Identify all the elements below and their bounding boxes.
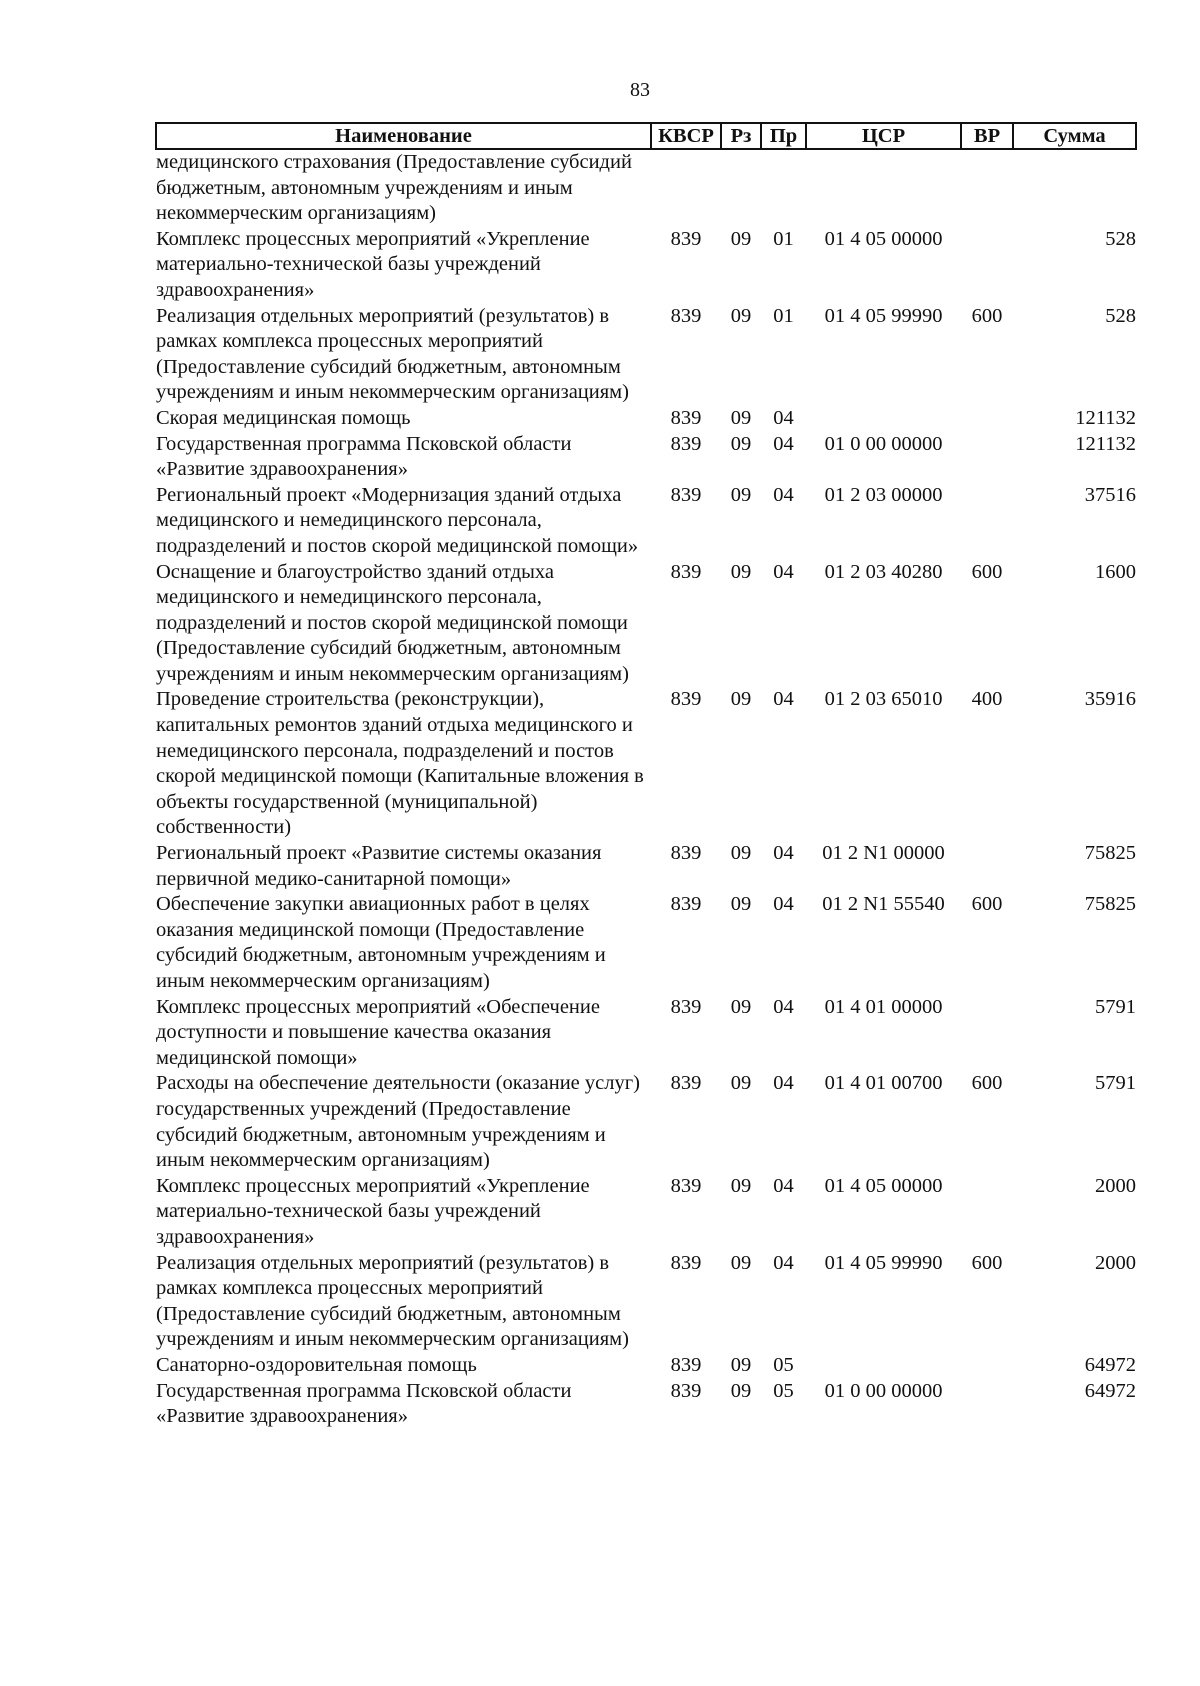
cell-kvsr: 839 — [670, 1251, 702, 1274]
cell-vr: 600 — [971, 1251, 1003, 1274]
cell-csr: 01 4 05 99990 — [824, 1251, 943, 1274]
cell-pr: 04 — [773, 688, 794, 711]
cell-rz: 09 — [730, 304, 752, 327]
header-vr: ВР — [961, 123, 1013, 149]
cell-name: Скорая медицинская помощь — [156, 406, 411, 429]
budget-table — [155, 122, 1137, 1430]
cell-pr: 04 — [773, 560, 794, 583]
cell-rz: 09 — [730, 688, 752, 711]
cell-csr: 01 4 01 00000 — [824, 995, 943, 1018]
table-row — [156, 1353, 1136, 1379]
header-kvsr: КВСР — [651, 123, 721, 149]
cell-name: Реализация отдельных мероприятий (результатов) в рамках комплекса процессных мероприятий (Предоставление субсидий бюджетным, автономным учреждениям и иным некоммерческим организациям) — [156, 1251, 629, 1351]
cell-rz: 09 — [730, 893, 752, 916]
cell-kvsr: 839 — [670, 1353, 702, 1376]
cell-sum: 75825 — [1084, 893, 1136, 916]
cell-vr: 600 — [971, 1072, 1003, 1095]
cell-pr: 05 — [773, 1379, 794, 1402]
cell-pr: 04 — [773, 406, 794, 429]
cell-csr — [806, 406, 961, 432]
cell-name: Обеспечение закупки авиационных работ в целях оказания медицинской помощи (Предоставление субсидий бюджетным, автономным учреждениям и иным некоммерческим организациям) — [156, 893, 606, 992]
cell-kvsr: 839 — [670, 1174, 702, 1197]
cell-name: Расходы на обеспечение деятельности (оказание услуг) государственных учреждений (Предоставление субсидий бюджетным, автономным учреждениям и иным некоммерческим организациям) — [156, 1072, 640, 1172]
cell-kvsr: 839 — [670, 1379, 702, 1402]
cell-vr: 600 — [971, 304, 1003, 327]
cell-name: Государственная программа Псковской области «Развитие здравоохранения» — [156, 1379, 572, 1428]
cell-sum — [1013, 149, 1136, 227]
cell-name: Региональный проект «Модернизация зданий отдыха медицинского и немедицинского персонала, подразделений и постов скорой медицинской помощи» — [156, 483, 639, 557]
cell-vr: 600 — [971, 893, 1003, 916]
cell-rz: 09 — [730, 432, 752, 455]
cell-pr: 01 — [773, 304, 794, 327]
table-row — [156, 1174, 1136, 1251]
cell-vr: 600 — [971, 560, 1003, 583]
cell-sum: 64972 — [1084, 1379, 1136, 1402]
cell-pr: 04 — [773, 1251, 794, 1274]
cell-name: Комплекс процессных мероприятий «Обеспечение доступности и повышение качества оказания медицинской помощи» — [156, 995, 600, 1069]
table-row — [156, 687, 1136, 841]
cell-rz — [721, 149, 761, 227]
cell-csr — [806, 149, 961, 227]
cell-pr: 04 — [773, 483, 794, 506]
cell-csr: 01 4 05 99990 — [824, 304, 943, 327]
header-rz: Рз — [721, 123, 761, 149]
cell-vr — [961, 1353, 1013, 1379]
cell-name: Комплекс процессных мероприятий «Укрепление материально-технической базы учреждений здравоохранения» — [156, 1174, 590, 1248]
cell-vr — [961, 995, 1013, 1072]
cell-rz: 09 — [730, 842, 752, 865]
cell-pr: 04 — [773, 432, 794, 455]
table-row — [156, 995, 1136, 1072]
cell-vr — [961, 149, 1013, 227]
cell-vr — [961, 406, 1013, 432]
table-header-row — [156, 123, 1136, 149]
table-row — [156, 304, 1136, 406]
table-row — [156, 892, 1136, 994]
cell-vr — [961, 1379, 1013, 1430]
cell-name: Региональный проект «Развитие системы оказания первичной медико-санитарной помощи» — [156, 842, 602, 890]
cell-rz: 09 — [730, 227, 752, 250]
cell-vr — [961, 1174, 1013, 1251]
cell-pr — [761, 149, 806, 227]
cell-name: Санаторно-оздоровительная помощь — [156, 1353, 477, 1376]
table-row — [156, 1071, 1136, 1173]
cell-kvsr: 839 — [670, 560, 702, 583]
cell-kvsr — [651, 149, 721, 227]
table-row — [156, 406, 1136, 432]
cell-csr: 01 4 05 00000 — [824, 227, 943, 250]
cell-vr — [961, 841, 1013, 892]
cell-kvsr: 839 — [670, 406, 702, 429]
table-row — [156, 227, 1136, 304]
cell-vr: 400 — [971, 688, 1003, 711]
table-body — [156, 149, 1136, 1430]
cell-kvsr: 839 — [670, 893, 702, 916]
cell-name: Проведение строительства (реконструкции), капитальных ремонтов зданий отдыха медицинского и немедицинского персонала, подразделений и постов скорой медицинской помощи (Капитальные вложения в объекты государственной (муниципальной) собственности) — [156, 688, 644, 839]
cell-sum: 528 — [1105, 227, 1136, 250]
cell-sum: 75825 — [1084, 842, 1136, 865]
cell-pr: 04 — [773, 1072, 794, 1095]
cell-csr: 01 2 03 40280 — [824, 560, 943, 583]
table-row — [156, 483, 1136, 560]
cell-kvsr: 839 — [670, 842, 702, 865]
table-row — [156, 841, 1136, 892]
cell-pr: 04 — [773, 995, 794, 1018]
cell-rz: 09 — [730, 1251, 752, 1274]
cell-kvsr: 839 — [670, 227, 702, 250]
header-pr: Пр — [761, 123, 806, 149]
cell-pr: 04 — [773, 1174, 794, 1197]
cell-sum: 121132 — [1075, 432, 1136, 455]
cell-kvsr: 839 — [670, 1072, 702, 1095]
cell-rz: 09 — [730, 995, 752, 1018]
cell-name: Оснащение и благоустройство зданий отдыха медицинского и немедицинского персонала, подразделений и постов скорой медицинской помощи (Предоставление субсидий бюджетным, автономным учреждениям и иным некоммерческим организациям) — [156, 560, 629, 685]
cell-sum: 5791 — [1095, 995, 1136, 1018]
cell-csr: 01 2 03 65010 — [824, 688, 943, 711]
page-number: 83 — [630, 79, 650, 101]
cell-name: Комплекс процессных мероприятий «Укрепление материально-технической базы учреждений здравоохранения» — [156, 227, 590, 301]
cell-csr: 01 2 03 00000 — [824, 483, 943, 506]
cell-csr: 01 4 05 00000 — [824, 1174, 943, 1197]
cell-kvsr: 839 — [670, 432, 702, 455]
cell-vr — [961, 227, 1013, 304]
table-row — [156, 1251, 1136, 1353]
cell-rz: 09 — [730, 483, 752, 506]
cell-vr — [961, 432, 1013, 483]
cell-pr: 01 — [773, 227, 794, 250]
cell-sum: 5791 — [1095, 1072, 1136, 1095]
cell-sum: 528 — [1105, 304, 1136, 327]
cell-rz: 09 — [730, 1379, 752, 1402]
cell-csr: 01 0 00 00000 — [824, 1379, 943, 1402]
cell-pr: 04 — [773, 842, 794, 865]
cell-sum: 37516 — [1084, 483, 1136, 506]
header-sum: Сумма — [1013, 123, 1136, 149]
cell-sum: 64972 — [1084, 1353, 1136, 1376]
cell-sum: 2000 — [1095, 1174, 1136, 1197]
header-csr: ЦСР — [806, 123, 961, 149]
cell-kvsr: 839 — [670, 304, 702, 327]
table-row — [156, 432, 1136, 483]
cell-csr: 01 0 00 00000 — [824, 432, 943, 455]
cell-rz: 09 — [730, 406, 752, 429]
cell-csr — [806, 1353, 961, 1379]
cell-kvsr: 839 — [670, 483, 702, 506]
cell-kvsr: 839 — [670, 995, 702, 1018]
cell-sum: 121132 — [1075, 406, 1136, 429]
cell-rz: 09 — [730, 1353, 752, 1376]
cell-rz: 09 — [730, 560, 752, 583]
cell-pr: 04 — [773, 893, 794, 916]
cell-csr: 01 2 N1 00000 — [822, 842, 945, 865]
cell-pr: 05 — [773, 1353, 794, 1376]
cell-name: Реализация отдельных мероприятий (результатов) в рамках комплекса процессных мероприятий (Предоставление субсидий бюджетным, автономным учреждениям и иным некоммерческим организациям) — [156, 304, 629, 404]
header-name: Наименование — [156, 123, 651, 149]
cell-kvsr: 839 — [670, 688, 702, 711]
cell-name: Государственная программа Псковской области «Развитие здравоохранения» — [156, 432, 572, 481]
table-row — [156, 149, 1136, 227]
cell-sum: 1600 — [1095, 560, 1136, 583]
table-row — [156, 1379, 1136, 1430]
cell-name: медицинского страхования (Предоставление субсидий бюджетным, автономным учреждениям и иным некоммерческим организациям) — [156, 151, 632, 225]
cell-rz: 09 — [730, 1174, 752, 1197]
cell-csr: 01 2 N1 55540 — [822, 893, 945, 916]
table-row — [156, 560, 1136, 688]
cell-vr — [961, 483, 1013, 560]
cell-sum: 35916 — [1084, 688, 1136, 711]
cell-sum: 2000 — [1095, 1251, 1136, 1274]
cell-rz: 09 — [730, 1072, 752, 1095]
cell-csr: 01 4 01 00700 — [824, 1072, 943, 1095]
